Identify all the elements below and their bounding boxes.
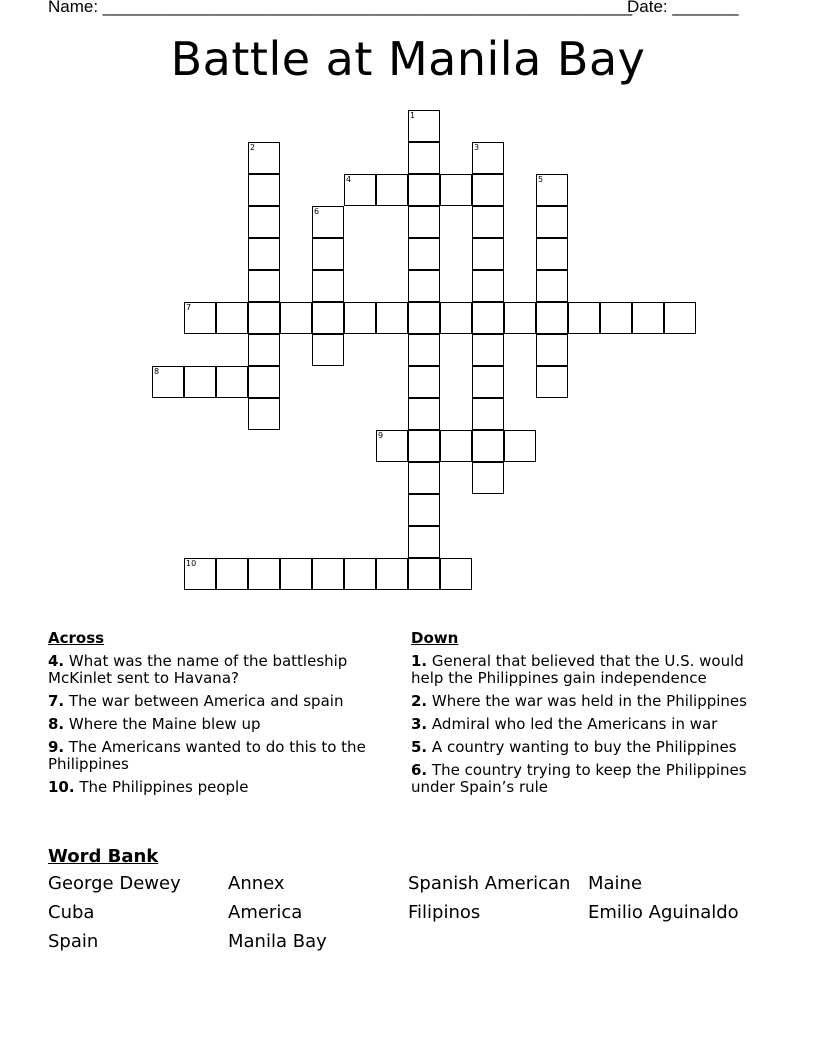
grid-cell[interactable] [408, 430, 440, 462]
down-clue [411, 739, 751, 756]
grid-cell[interactable] [536, 270, 568, 302]
grid-cell[interactable] [536, 174, 568, 206]
grid-cell[interactable] [536, 238, 568, 270]
grid-cell[interactable] [536, 334, 568, 366]
grid-cell[interactable] [472, 430, 504, 462]
grid-cell[interactable] [408, 398, 440, 430]
grid-cell[interactable] [408, 366, 440, 398]
grid-cell[interactable] [440, 302, 472, 334]
grid-cell[interactable] [248, 238, 280, 270]
grid-cell[interactable] [440, 430, 472, 462]
grid-cell[interactable] [536, 302, 568, 334]
word-bank-item: George Dewey [48, 873, 181, 894]
grid-cell[interactable] [344, 302, 376, 334]
grid-cell[interactable] [472, 270, 504, 302]
down-heading: Down [411, 629, 459, 647]
grid-cell[interactable] [408, 238, 440, 270]
grid-cell[interactable] [248, 366, 280, 398]
clue-number: 2 [250, 143, 256, 152]
date-field-label: Date: _______ [627, 0, 739, 16]
clue-text: A country wanting to buy the Philippines [431, 738, 737, 756]
word-bank-item: Manila Bay [228, 931, 327, 952]
clue-number: 1. [411, 652, 428, 670]
clue-number: 10 [186, 559, 197, 568]
grid-cell[interactable] [280, 302, 312, 334]
down-clue [411, 716, 751, 733]
grid-cell[interactable] [216, 302, 248, 334]
grid-cell[interactable] [408, 142, 440, 174]
grid-cell[interactable] [472, 462, 504, 494]
clue-number: 8 [154, 367, 160, 376]
grid-cell[interactable] [344, 558, 376, 590]
grid-cell[interactable] [504, 302, 536, 334]
clue-text: The Philippines people [79, 778, 249, 796]
grid-cell[interactable] [664, 302, 696, 334]
grid-cell[interactable] [472, 302, 504, 334]
word-bank-item: Annex [228, 873, 285, 894]
grid-cell[interactable] [184, 558, 216, 590]
grid-cell[interactable] [504, 430, 536, 462]
grid-cell[interactable] [312, 238, 344, 270]
grid-cell[interactable] [472, 174, 504, 206]
clue-text: Where the Maine blew up [68, 715, 261, 733]
grid-cell[interactable] [408, 302, 440, 334]
word-bank-item: America [228, 902, 303, 923]
clue-number: 6. [411, 761, 428, 779]
grid-cell[interactable] [312, 558, 344, 590]
grid-cell[interactable] [472, 334, 504, 366]
grid-cell[interactable] [248, 398, 280, 430]
grid-cell[interactable] [248, 174, 280, 206]
word-bank [48, 874, 768, 952]
down-clues [411, 630, 751, 802]
down-clue [411, 653, 751, 687]
down-clue [411, 762, 751, 796]
across-clues [48, 630, 388, 802]
grid-cell[interactable] [312, 206, 344, 238]
grid-cell[interactable] [376, 558, 408, 590]
clue-number: 8. [48, 715, 65, 733]
word-bank-title: Word Bank [48, 846, 159, 867]
grid-cell[interactable] [568, 302, 600, 334]
clue-text: The war between America and spain [68, 692, 344, 710]
grid-cell[interactable] [408, 494, 440, 526]
clue-number: 5. [411, 738, 428, 756]
clue-number: 4 [346, 175, 352, 184]
clue-text: What was the name of the battleship McKinlet sent to Havana? [48, 652, 348, 687]
grid-cell[interactable] [472, 238, 504, 270]
grid-cell[interactable] [632, 302, 664, 334]
grid-cell[interactable] [248, 142, 280, 174]
grid-cell[interactable] [376, 430, 408, 462]
grid-cell[interactable] [216, 366, 248, 398]
word-bank-item: Emilio Aguinaldo [588, 902, 739, 923]
clue-text: The country trying to keep the Philippines under Spain’s rule [411, 761, 747, 796]
clue-number: 9. [48, 738, 65, 756]
clue-text: Where the war was held in the Philippines [431, 692, 747, 710]
grid-cell[interactable] [248, 270, 280, 302]
grid-cell[interactable] [408, 174, 440, 206]
grid-cell[interactable] [408, 462, 440, 494]
grid-cell[interactable] [216, 558, 248, 590]
grid-cell[interactable] [600, 302, 632, 334]
across-clue [48, 693, 388, 710]
across-clue [48, 716, 388, 733]
page-title: Battle at Manila Bay [170, 32, 646, 86]
clue-number: 4. [48, 652, 65, 670]
grid-cell[interactable] [312, 334, 344, 366]
grid-cell[interactable] [248, 302, 280, 334]
grid-cell[interactable] [472, 366, 504, 398]
grid-cell[interactable] [280, 558, 312, 590]
clue-number: 2. [411, 692, 428, 710]
grid-cell[interactable] [248, 206, 280, 238]
grid-cell[interactable] [472, 142, 504, 174]
grid-cell[interactable] [152, 366, 184, 398]
grid-cell[interactable] [184, 302, 216, 334]
word-bank-item: Maine [588, 873, 643, 894]
across-clue [48, 739, 388, 773]
clue-number: 9 [378, 431, 384, 440]
clue-number: 7 [186, 303, 192, 312]
grid-cell[interactable] [408, 558, 440, 590]
grid-cell[interactable] [536, 366, 568, 398]
clue-text: Admiral who led the Americans in war [431, 715, 718, 733]
clue-number: 10. [48, 778, 75, 796]
grid-cell[interactable] [376, 302, 408, 334]
grid-cell[interactable] [344, 174, 376, 206]
word-bank-item: Filipinos [408, 902, 481, 923]
word-bank-item: Cuba [48, 902, 95, 923]
grid-cell[interactable] [440, 558, 472, 590]
grid-cell[interactable] [408, 206, 440, 238]
grid-cell[interactable] [408, 334, 440, 366]
clue-number: 3. [411, 715, 428, 733]
clue-number: 5 [538, 175, 544, 184]
grid-cell[interactable] [472, 398, 504, 430]
across-clue [48, 653, 388, 687]
grid-cell[interactable] [472, 206, 504, 238]
word-bank-item: Spain [48, 931, 99, 952]
down-clue [411, 693, 751, 710]
grid-cell[interactable] [312, 302, 344, 334]
clue-number: 7. [48, 692, 65, 710]
clue-number: 6 [314, 207, 320, 216]
name-field-label: Name: ________________________________________________________ [48, 0, 633, 16]
grid-cell[interactable] [184, 366, 216, 398]
across-clue [48, 779, 388, 796]
clue-text: The Americans wanted to do this to the Philippines [48, 738, 366, 773]
grid-cell[interactable] [248, 558, 280, 590]
grid-cell[interactable] [376, 174, 408, 206]
grid-cell[interactable] [248, 334, 280, 366]
grid-cell[interactable] [440, 174, 472, 206]
grid-cell[interactable] [408, 270, 440, 302]
clue-text: General that believed that the U.S. would help the Philippines gain independence [411, 652, 744, 687]
across-heading: Across [48, 629, 105, 647]
grid-cell[interactable] [536, 206, 568, 238]
clue-number: 3 [474, 143, 480, 152]
clue-number: 1 [410, 111, 416, 120]
grid-cell[interactable] [408, 526, 440, 558]
grid-cell[interactable] [312, 270, 344, 302]
grid-cell[interactable] [408, 110, 440, 142]
word-bank-item: Spanish American [408, 873, 571, 894]
